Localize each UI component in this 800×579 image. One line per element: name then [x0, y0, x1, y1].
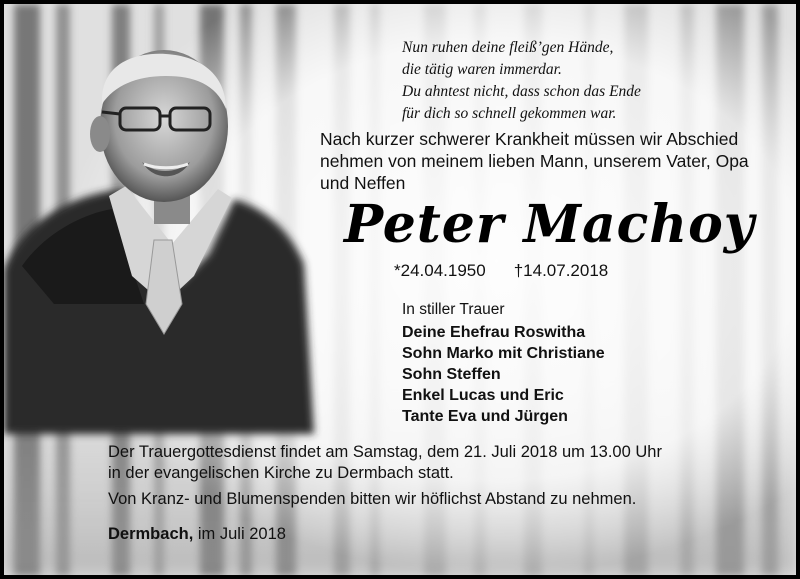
place-name: Dermbach, — [108, 525, 194, 543]
announcement-line: nehmen von meinem lieben Mann, unserem Vater, Opa — [320, 151, 749, 171]
announcement-line: Nach kurzer schwerer Krankheit müssen wir Abschied — [320, 129, 739, 149]
deceased-name: Peter Machoy — [344, 194, 756, 255]
service-line: Der Trauergottesdienst findet am Samstag, dem 21. Juli 2018 um 13.00 Uhr — [108, 443, 662, 461]
mourning-heading: In stiller Trauer — [402, 301, 505, 318]
memorial-poem — [402, 37, 782, 125]
mourner-item: Tante Eva und Jürgen — [402, 408, 568, 425]
poem-line: für dich so schnell gekommen war. — [402, 105, 617, 122]
life-dates — [394, 260, 794, 282]
mourner-item: Deine Ehefrau Roswitha — [402, 324, 586, 341]
birth-date: *24.04.1950 — [394, 261, 486, 280]
place-and-date — [108, 524, 286, 545]
mourner-item: Sohn Steffen — [402, 366, 501, 383]
service-line: in der evangelischen Kirche zu Dermbach statt. — [108, 464, 454, 482]
mourner-item: Enkel Lucas und Eric — [402, 387, 564, 404]
funeral-service-info — [108, 442, 798, 484]
poem-line: Nun ruhen deine fleiß’gen Hände, — [402, 39, 614, 56]
announcement-text — [320, 128, 790, 194]
poem-line: Du ahntest nicht, dass schon das Ende — [402, 83, 641, 100]
mourner-item: Sohn Marko mit Christiane — [402, 345, 605, 362]
death-date: †14.07.2018 — [513, 261, 609, 280]
mourners-list — [402, 322, 605, 427]
flowers-note: Von Kranz- und Blumenspenden bitten wir höflichst Abstand zu nehmen. — [108, 490, 637, 508]
poem-line: die tätig waren immerdar. — [402, 61, 562, 78]
announcement-line: und Neffen — [320, 173, 406, 193]
notice-date: im Juli 2018 — [197, 525, 286, 543]
